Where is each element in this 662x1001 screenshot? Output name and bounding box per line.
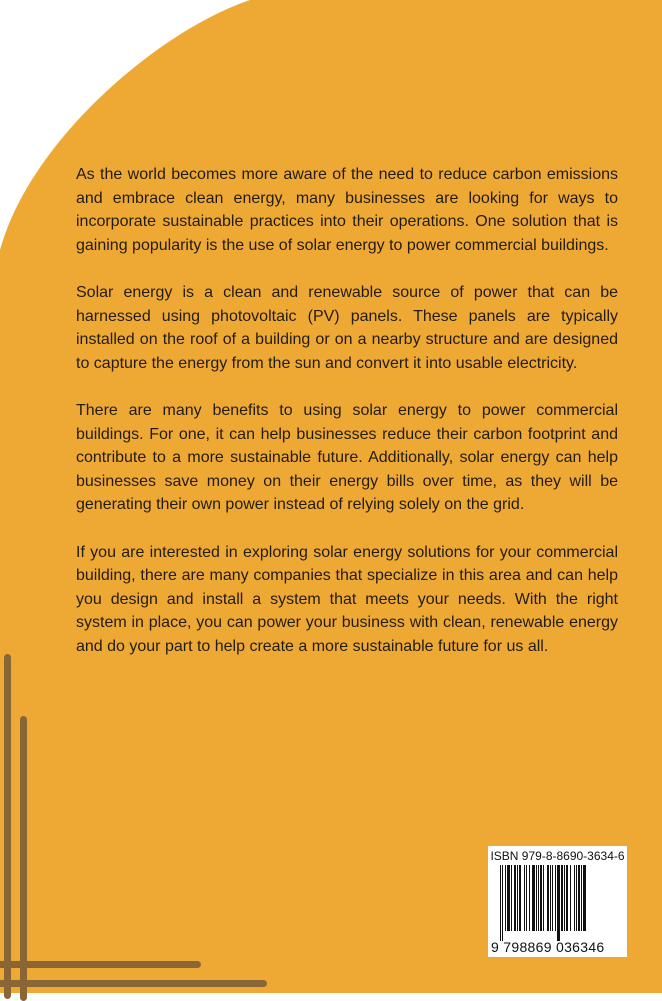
barcode-bar <box>526 865 527 931</box>
barcode-bars <box>500 865 618 941</box>
decorative-vertical-line <box>4 654 11 999</box>
barcode-bar <box>511 865 512 931</box>
paragraph: As the world becomes more aware of the need to reduce carbon emissions and embrace clean energy, many businesses are looking for ways to incorporate sustainable practices into their operations. One solution that is gaining popularity is the use of solar energy to power commercial buildings. <box>76 166 618 254</box>
barcode-digits: 9 798869 036346 <box>491 939 605 955</box>
decorative-horizontal-line <box>0 980 267 987</box>
barcode-bar <box>547 865 549 931</box>
barcode-bar <box>500 865 501 941</box>
barcode-bar <box>583 865 586 931</box>
decorative-vertical-line <box>20 716 27 1001</box>
paragraph: If you are interested in exploring solar energy solutions for your commercial building, there are many companies that specialize in this area and can help you design and install a system that meets your needs. With the right system in place, you can power your business with clean, renewable energy and do your part to help create a more sustainable future for us all. <box>76 543 618 655</box>
barcode-bar <box>543 865 544 931</box>
barcode-bar <box>507 865 510 931</box>
isbn-barcode <box>488 846 627 957</box>
barcode-bar <box>505 865 506 931</box>
barcode-bar <box>576 865 577 931</box>
paragraph: Solar energy is a clean and renewable source of power that can be harnessed using photovoltaic (PV) panels. These panels are typically installed on the roof of a building or on a nearby structure and are designed to capture the energy from the sun and convert it into usable electricity. <box>76 283 618 372</box>
barcode-bar <box>578 865 580 931</box>
barcode-bar <box>538 865 539 931</box>
barcode-bar <box>561 865 563 931</box>
decorative-horizontal-line <box>0 961 201 968</box>
barcode-bar <box>536 865 537 931</box>
barcode-bar <box>514 865 516 931</box>
isbn-label: ISBN 979-8-8690-3634-6 <box>490 849 625 863</box>
barcode-bar <box>517 865 518 931</box>
barcode-bar <box>529 865 530 931</box>
barcode-bar <box>552 865 553 931</box>
barcode-bar <box>519 865 521 931</box>
paragraph: There are many benefits to using solar energy to power commercial buildings. For one, it can help businesses reduce their carbon footprint and contribute to a more sustainable future. Additionally, solar energy can help businesses save money on their energy bills over time, as they will be generating their own power instead of relying solely on the grid. <box>76 401 618 514</box>
barcode-bar <box>574 865 575 931</box>
barcode-bar <box>566 865 568 931</box>
barcode-bar <box>564 865 565 931</box>
barcode-bar <box>540 865 542 931</box>
barcode-bar <box>502 865 503 941</box>
back-cover-blurb <box>76 163 618 682</box>
barcode-bar <box>557 865 560 941</box>
barcode-bar <box>555 865 556 931</box>
barcode-bar <box>570 865 571 931</box>
barcode-bar <box>524 865 525 931</box>
barcode-bar <box>581 865 582 931</box>
barcode-bar <box>550 865 551 931</box>
barcode-bar <box>532 865 535 931</box>
